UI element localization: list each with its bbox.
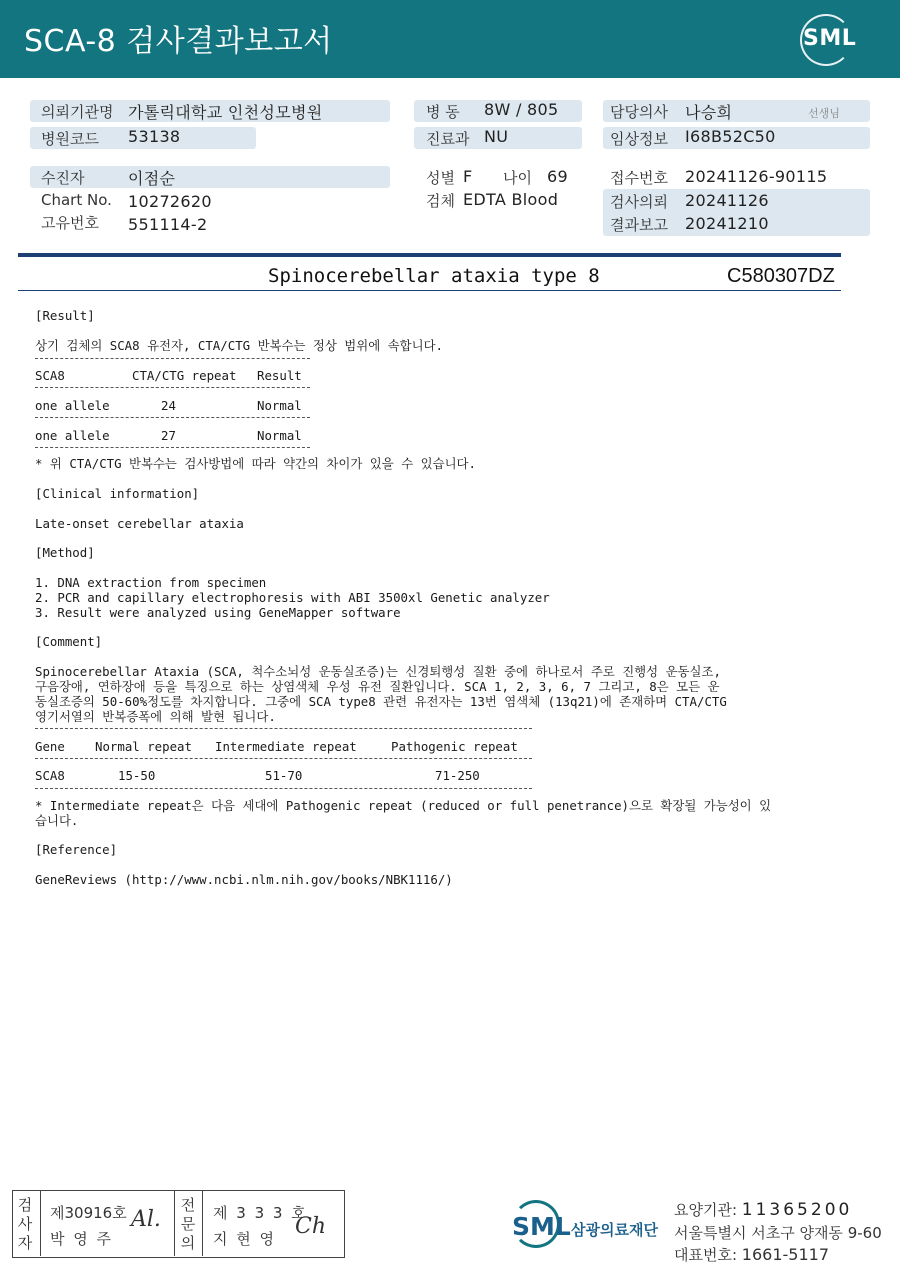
result-note: * 위 CTA/CTG 반복수는 검사방법에 따라 약간의 차이가 있을 수 있습니다. (35, 456, 476, 471)
reference-text: GeneReviews (http://www.ncbi.nlm.nih.gov/books/NBK1116/) (35, 872, 453, 887)
method-line: 3. Result were analyzed using GeneMapper software (35, 605, 401, 620)
divider (35, 358, 310, 359)
request-label: 검사의뢰 (610, 193, 668, 211)
comment-line: 구음장애, 연하장애 등을 특징으로 하는 상염색체 우성 유전 질환입니다. SCA 1, 2, 3, 6, 7 그리고, 8은 모든 운 (35, 679, 720, 694)
reference-heading: [Reference] (35, 842, 118, 857)
agency-value: 11365200 (741, 1200, 853, 1220)
test-code: C580307DZ (727, 265, 835, 287)
ward-value: 8W / 805 (484, 100, 559, 119)
row-repeat: 24 (161, 398, 176, 413)
clinical-text: Late-onset cerebellar ataxia (35, 516, 244, 531)
specialist-license: 제 3 3 3 호 (213, 1204, 308, 1222)
ward-label: 병 동 (426, 103, 460, 121)
patient-label: 수진자 (41, 169, 85, 187)
institution-value: 가톨릭대학교 인천성모병원 (128, 103, 323, 122)
repeat-header-intermediate: Intermediate repeat (215, 739, 357, 754)
report-date-value: 20241210 (685, 214, 769, 233)
department-value: NU (484, 127, 509, 146)
divider (35, 387, 310, 388)
divider (40, 1191, 41, 1256)
doctor-suffix: 선생님 (808, 107, 840, 120)
test-name: Spinocerebellar ataxia type 8 (268, 265, 600, 287)
row-allele: one allele (35, 398, 110, 413)
divider (35, 758, 532, 759)
specialist-signature: Ch (295, 1214, 327, 1239)
clinical-info-label: 임상정보 (610, 130, 668, 148)
department-label: 진료과 (426, 130, 470, 148)
age-value: 69 (547, 167, 568, 186)
id-value: 551114-2 (128, 215, 208, 234)
age-label: 나이 (503, 169, 532, 187)
phone-value: 1661-5117 (741, 1245, 830, 1264)
method-heading: [Method] (35, 545, 95, 560)
comment-line: 동실조증의 50-60%정도를 차지합니다. 그중에 SCA type8 관련 유전자는 13번 염색체 (13q21)에 존재하며 CTA/CTG (35, 694, 727, 709)
row-result: Normal (257, 398, 302, 413)
phone-label: 대표번호: (674, 1246, 738, 1264)
result-header-gene: SCA8 (35, 368, 65, 383)
repeat-header-normal: Normal repeat (95, 739, 192, 754)
sex-value: F (463, 167, 473, 186)
agency-code (674, 1199, 852, 1220)
comment-note-line: 습니다. (35, 813, 79, 828)
method-line: 2. PCR and capillary electrophoresis with ABI 3500xl Genetic analyzer (35, 590, 550, 605)
hospital-code-value: 53138 (128, 127, 181, 146)
signature-box (12, 1190, 345, 1258)
method-line: 1. DNA extraction from specimen (35, 575, 267, 590)
sex-label: 성별 (426, 169, 455, 187)
row-allele: one allele (35, 428, 110, 443)
repeat-pathogenic: 71-250 (435, 768, 480, 783)
receipt-label: 접수번호 (610, 169, 668, 187)
patient-value: 이점순 (128, 169, 176, 188)
divider (35, 728, 532, 729)
specialist-role: 전 문 의 (180, 1196, 196, 1252)
row-repeat: 27 (161, 428, 176, 443)
repeat-header-pathogenic: Pathogenic repeat (391, 739, 518, 754)
examiner-role: 검 사 자 (17, 1196, 33, 1252)
address: 서울특별시 서초구 양재동 9-60 (674, 1224, 882, 1242)
comment-note-line: * Intermediate repeat은 다음 세대에 Pathogenic repeat (reduced or full penetrance)으로 확장될 가능성이 있 (35, 798, 772, 813)
doctor-label: 담당의사 (610, 103, 668, 121)
chart-label: Chart No. (41, 191, 112, 209)
result-heading: [Result] (35, 308, 95, 323)
clinical-info-value: I68B52C50 (685, 127, 776, 146)
chart-value: 10272620 (128, 192, 212, 211)
examiner-name: 박 영 주 (50, 1230, 114, 1248)
agency-label: 요양기관: (674, 1201, 738, 1219)
doctor-value: 나승희 (685, 103, 733, 122)
institution-label: 의뢰기관명 (41, 103, 114, 121)
divider (35, 447, 310, 448)
comment-heading: [Comment] (35, 634, 103, 649)
receipt-value: 20241126-90115 (685, 167, 828, 186)
sml-logo: SML (803, 26, 857, 51)
title-rule-bottom (18, 290, 841, 291)
divider (35, 417, 310, 418)
result-summary: 상기 검체의 SCA8 유전자, CTA/CTG 반복수는 정상 범위에 속합니다. (35, 338, 444, 353)
repeat-normal: 15-50 (118, 768, 156, 783)
divider (202, 1191, 203, 1256)
report-date-label: 결과보고 (610, 216, 668, 234)
footer-logo: SML (512, 1212, 571, 1241)
comment-line: Spinocerebellar Ataxia (SCA, 척수소뇌성 운동실조증)는 신경퇴행성 질환 중에 하나로서 주로 진행성 운동실조, (35, 664, 721, 679)
org-name: 삼광의료재단 (571, 1221, 658, 1239)
title-rule-top (18, 253, 841, 257)
comment-line: 영기서열의 반복증폭에 의해 발현 됩니다. (35, 709, 276, 724)
repeat-intermediate: 51-70 (265, 768, 303, 783)
specimen-label: 검체 (426, 192, 455, 210)
report-title: SCA-8 검사결과보고서 (24, 24, 333, 59)
row-result: Normal (257, 428, 302, 443)
divider (35, 788, 532, 789)
request-value: 20241126 (685, 191, 769, 210)
report-header (0, 0, 900, 78)
examiner-signature: Al. (131, 1207, 161, 1232)
result-header-result: Result (257, 368, 302, 383)
specialist-name: 지 현 영 (213, 1230, 277, 1248)
specimen-value: EDTA Blood (463, 190, 559, 209)
id-label: 고유번호 (41, 214, 99, 232)
divider (174, 1191, 175, 1256)
examiner-license: 제30916호 (50, 1204, 127, 1222)
clinical-heading: [Clinical information] (35, 486, 200, 501)
phone (674, 1244, 829, 1265)
repeat-header-gene: Gene (35, 739, 65, 754)
repeat-gene: SCA8 (35, 768, 65, 783)
hospital-code-label: 병원코드 (41, 130, 99, 148)
result-header-repeat: CTA/CTG repeat (132, 368, 237, 383)
